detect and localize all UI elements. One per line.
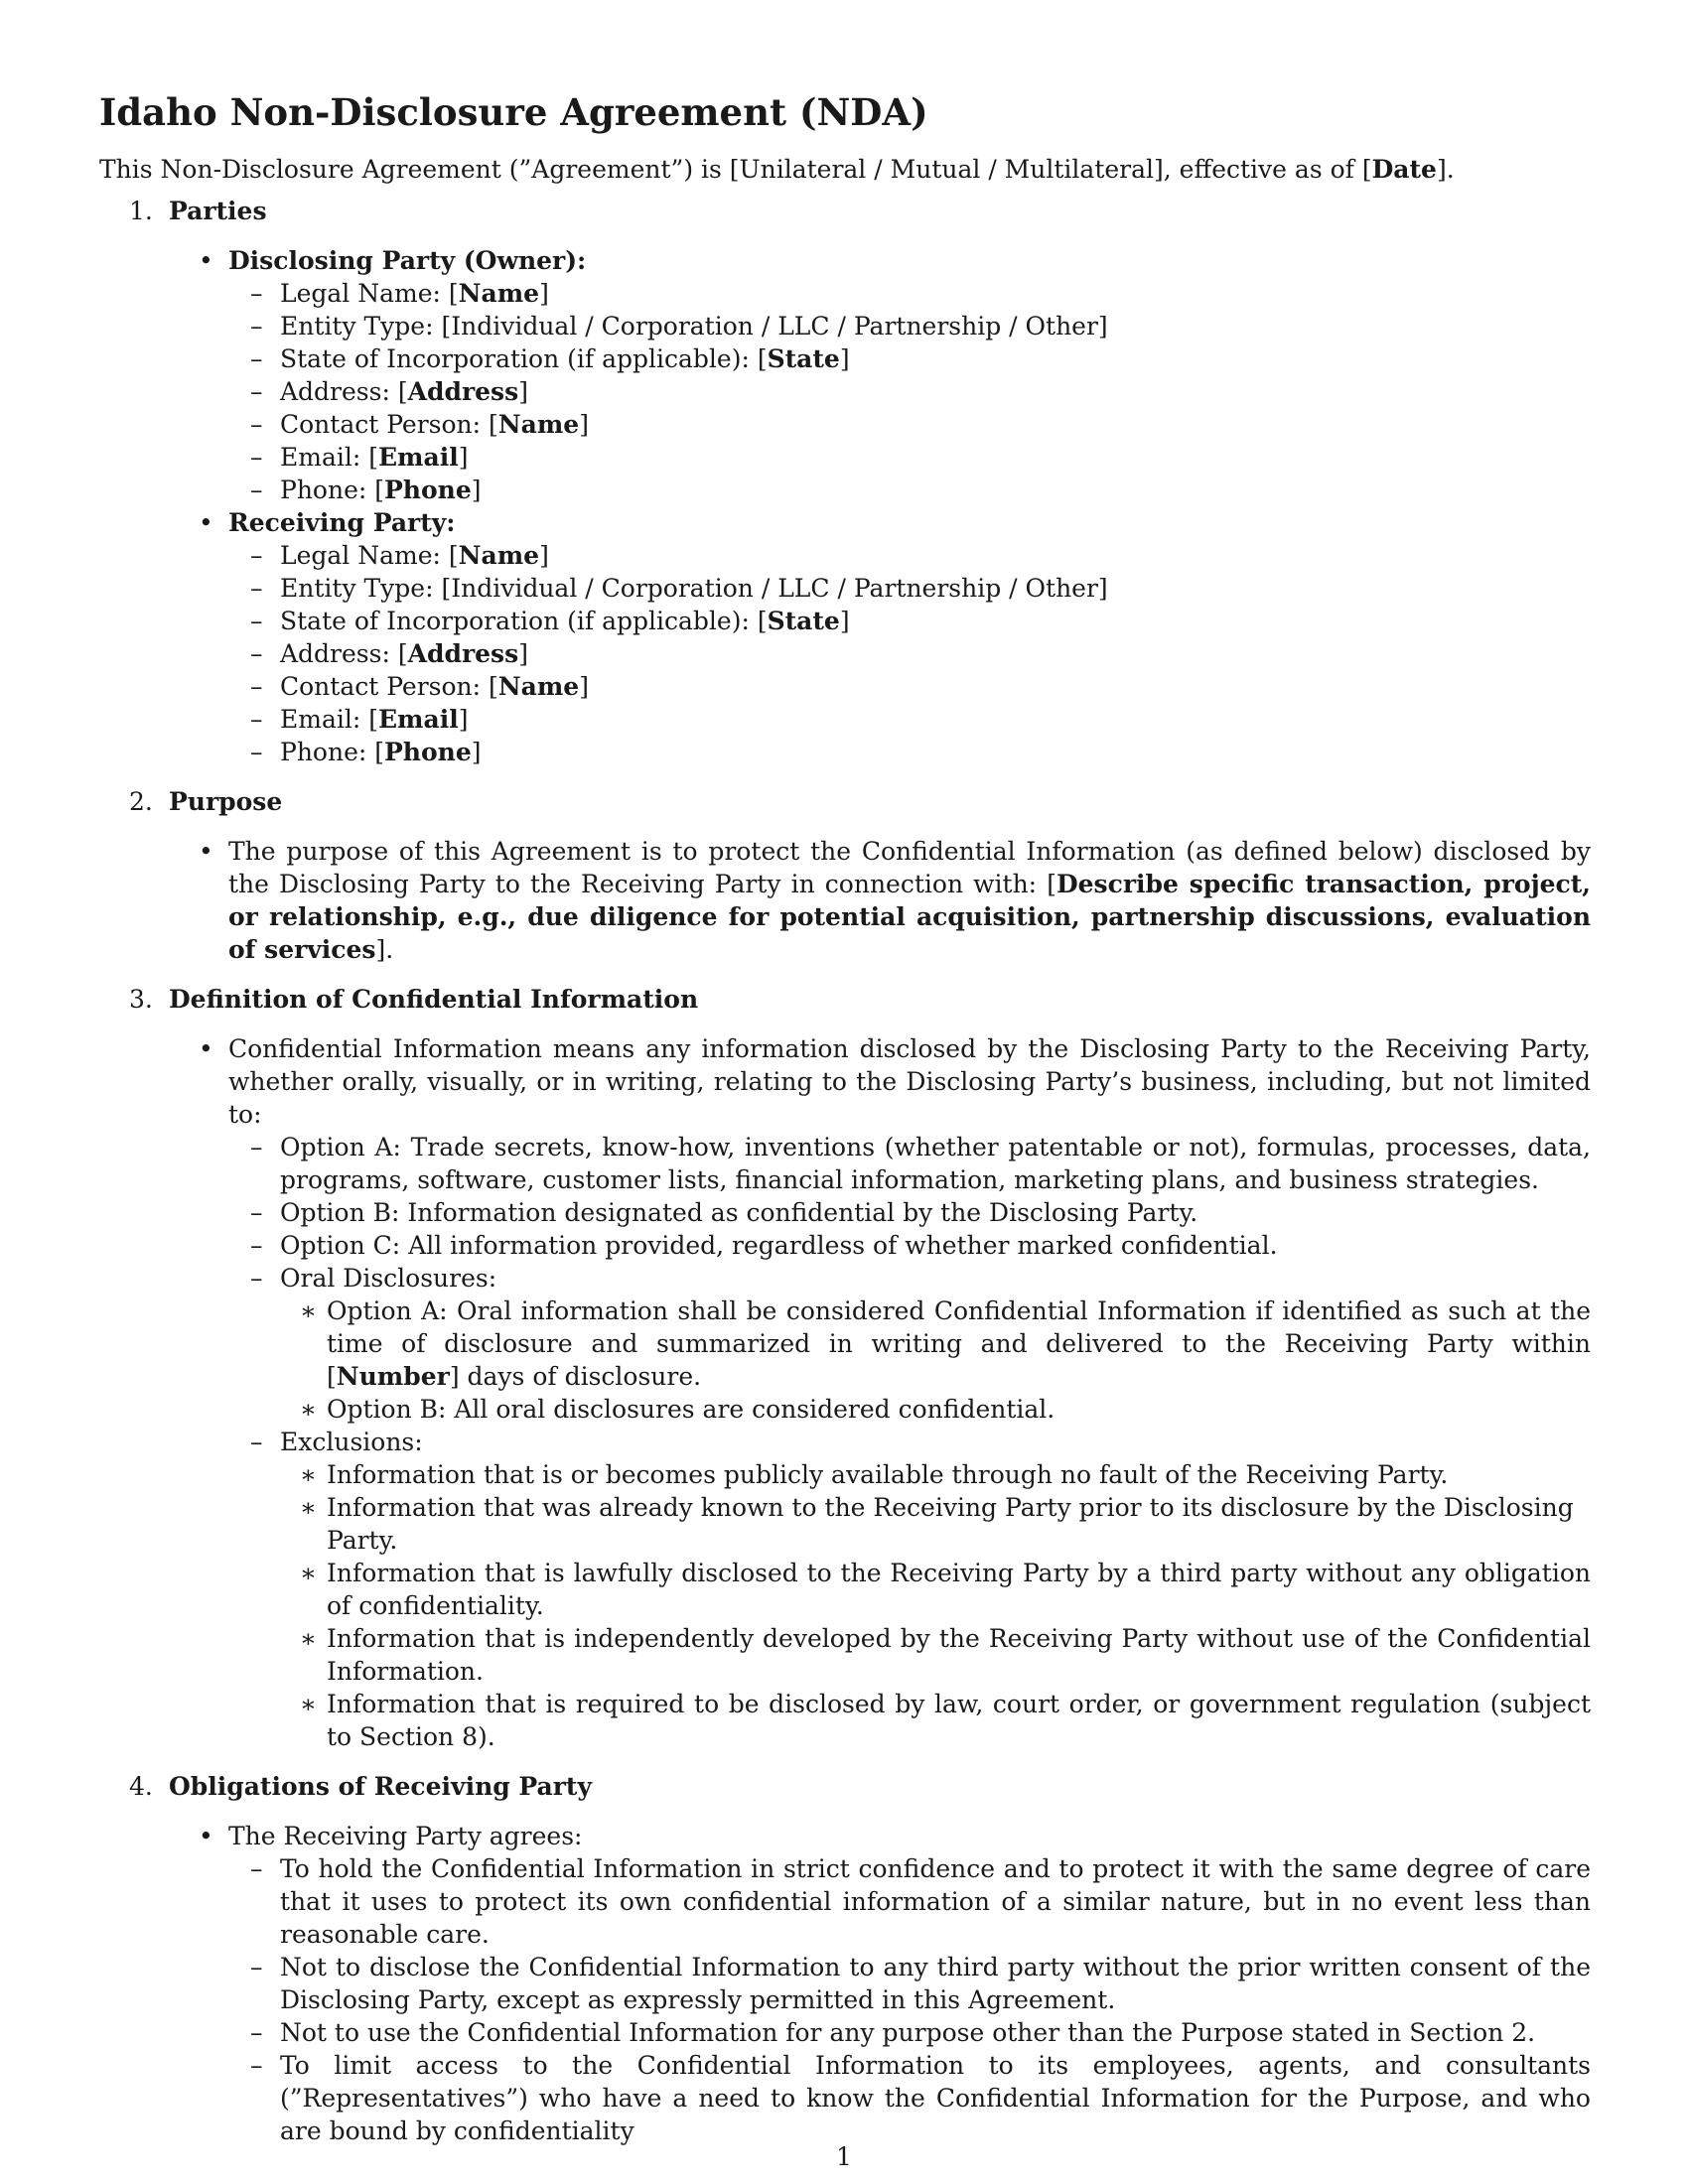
party-fields	[228, 277, 1591, 506]
field-contact: – Contact Person: [Name]	[228, 670, 1591, 703]
option-a: – Option A: Trade secrets, know-how, inventions (whether patentable or not), formulas, processes, data, programs, software, customer lists, financial information, marketing plans, and business strategies.	[228, 1131, 1591, 1196]
exclusion-items	[280, 1458, 1591, 1753]
exclusion-item: ∗ Information that is independently developed by the Receiving Party without use of the Confidential Information.	[280, 1622, 1591, 1688]
exclusion-item: ∗ Information that is required to be disclosed by law, court order, or government regulation (subject to Section 8).	[280, 1688, 1591, 1753]
document-body	[99, 87, 1591, 2164]
section-list	[99, 195, 1591, 2147]
obligations-list	[169, 1820, 1591, 2147]
option-b: – Option B: Information designated as confidential by the Disclosing Party.	[228, 1196, 1591, 1229]
field-state: – State of Incorporation (if applicable): [State]	[228, 605, 1591, 637]
section-definition	[99, 983, 1591, 1753]
field-entity-type: – Entity Type: [Individual / Corporation / LLC / Partnership / Other]	[228, 572, 1591, 605]
section-title: Definition of Confidential Information	[169, 985, 699, 1014]
definition-options	[228, 1131, 1591, 1753]
field-entity-type: – Entity Type: [Individual / Corporation / LLC / Partnership / Other]	[228, 310, 1591, 342]
section-parties	[99, 195, 1591, 768]
oral-options	[280, 1295, 1591, 1426]
party-heading: Receiving Party:	[228, 508, 456, 537]
exclusion-item: ∗ Information that is or becomes publicly available through no fault of the Receiving Party.	[280, 1458, 1591, 1491]
oral-option-b: ∗ Option B: All oral disclosures are considered confidential.	[280, 1393, 1591, 1426]
definition-list	[169, 1032, 1591, 1753]
definition-lead: • Confidential Information means any information disclosed by the Disclosing Party to the Receiving Party, whether orally, visually, or in writing, relating to the Disclosing Party’s business, including, but not limited to:	[228, 1034, 1591, 1129]
receiving-party	[169, 506, 1591, 768]
field-legal-name: – Legal Name: [Name]	[228, 277, 1591, 310]
purpose-text: • The purpose of this Agreement is to protect the Confidential Information (as defined below) disclosed by the Disclosing Party to the Receiving Party in connection with: [Describe specific transaction, project, or relationship, e.g., due diligence for potential acquisition, partnership discussions, evaluation of services].	[169, 835, 1591, 966]
field-state: – State of Incorporation (if applicable): [State]	[228, 342, 1591, 375]
obligation-item: – To hold the Confidential Information in strict confidence and to protect it with the same degree of care that it uses to protect its own confidential information of a similar nature, but in no event less than reasonable care.	[228, 1852, 1591, 1951]
obligation-items	[228, 1852, 1591, 2147]
field-email: – Email: [Email]	[228, 703, 1591, 736]
intro-paragraph: This Non-Disclosure Agreement (”Agreement”) is [Unilateral / Mutual / Multilateral], effective as of [Date].	[99, 155, 1455, 184]
field-phone: – Phone: [Phone]	[228, 474, 1591, 506]
field-address: – Address: [Address]	[228, 637, 1591, 670]
page-number: 1	[836, 2142, 852, 2171]
field-address: – Address: [Address]	[228, 375, 1591, 408]
obligation-item: – Not to disclose the Confidential Information to any third party without the prior written consent of the Disclosing Party, except as expressly permitted in this Agreement.	[228, 1951, 1591, 2016]
exclusion-item: ∗ Information that was already known to the Receiving Party prior to its disclosure by the Disclosing Party.	[280, 1491, 1591, 1557]
section-number: 3.	[129, 985, 153, 1014]
exclusions: – Exclusions: ∗ Information that is or becomes publicly available through no fault of the Receiving Party. ∗ Information that was already known to the Receiving Party prior to its disclosure by the Disclosing Party. ∗ Information that is lawfully disclosed to the Receiving Party by a third party without any obligation of confidentiality. ∗ Information that is independently developed by the Receiving Party without use of the Confidential Information. ∗ Information that is required to be disclosed by law, court order, or government regulation (subject to Section 8).	[228, 1426, 1591, 1753]
section-obligations	[99, 1770, 1591, 2147]
party-fields	[228, 539, 1591, 768]
section-number: 1.	[129, 197, 153, 225]
document-title: Idaho Non-Disclosure Agreement (NDA)	[99, 90, 928, 134]
field-legal-name: – Legal Name: [Name]	[228, 539, 1591, 572]
oral-disclosures: – Oral Disclosures: ∗ Option A: Oral information shall be considered Confidential Information if identified as such at the time of disclosure and summarized in writing and delivered to the Receiving Party within [Number] days of disclosure. ∗ Option B: All oral disclosures are considered confidential.	[228, 1262, 1591, 1426]
obligations-item	[169, 1820, 1591, 2147]
section-title: Purpose	[169, 787, 283, 816]
option-c: – Option C: All information provided, regardless of whether marked confidential.	[228, 1229, 1591, 1262]
parties-list	[169, 244, 1591, 768]
obligation-item: – Not to use the Confidential Information for any purpose other than the Purpose stated in Section 2.	[228, 2016, 1591, 2049]
party-heading: Disclosing Party (Owner):	[228, 246, 587, 275]
oral-option-a: ∗ Option A: Oral information shall be considered Confidential Information if identified as such at the time of disclosure and summarized in writing and delivered to the Receiving Party within [Number] days of disclosure.	[280, 1295, 1591, 1393]
definition-item	[169, 1032, 1591, 1753]
date-placeholder: Date	[1371, 155, 1437, 184]
field-contact: – Contact Person: [Name]	[228, 408, 1591, 441]
section-title: Parties	[169, 197, 267, 225]
field-phone: – Phone: [Phone]	[228, 736, 1591, 768]
obligations-lead: • The Receiving Party agrees:	[228, 1822, 583, 1850]
section-number: 2.	[129, 787, 153, 816]
section-title: Obligations of Receiving Party	[169, 1772, 593, 1801]
section-number: 4.	[129, 1772, 153, 1801]
field-email: – Email: [Email]	[228, 441, 1591, 474]
purpose-list	[169, 835, 1591, 966]
obligation-item: – To limit access to the Confidential Information to its employees, agents, and consultants (”Representatives”) who have a need to know the Confidential Information for the Purpose, and who are bound by confidentiality	[228, 2049, 1591, 2147]
disclosing-party	[169, 244, 1591, 506]
section-purpose	[99, 785, 1591, 966]
exclusion-item: ∗ Information that is lawfully disclosed to the Receiving Party by a third party without any obligation of confidentiality.	[280, 1557, 1591, 1622]
purpose-placeholder: Describe specific transaction, project, or relationship, e.g., due diligence for potential acquisition, partnership discussions, evaluation of services	[228, 870, 1591, 964]
